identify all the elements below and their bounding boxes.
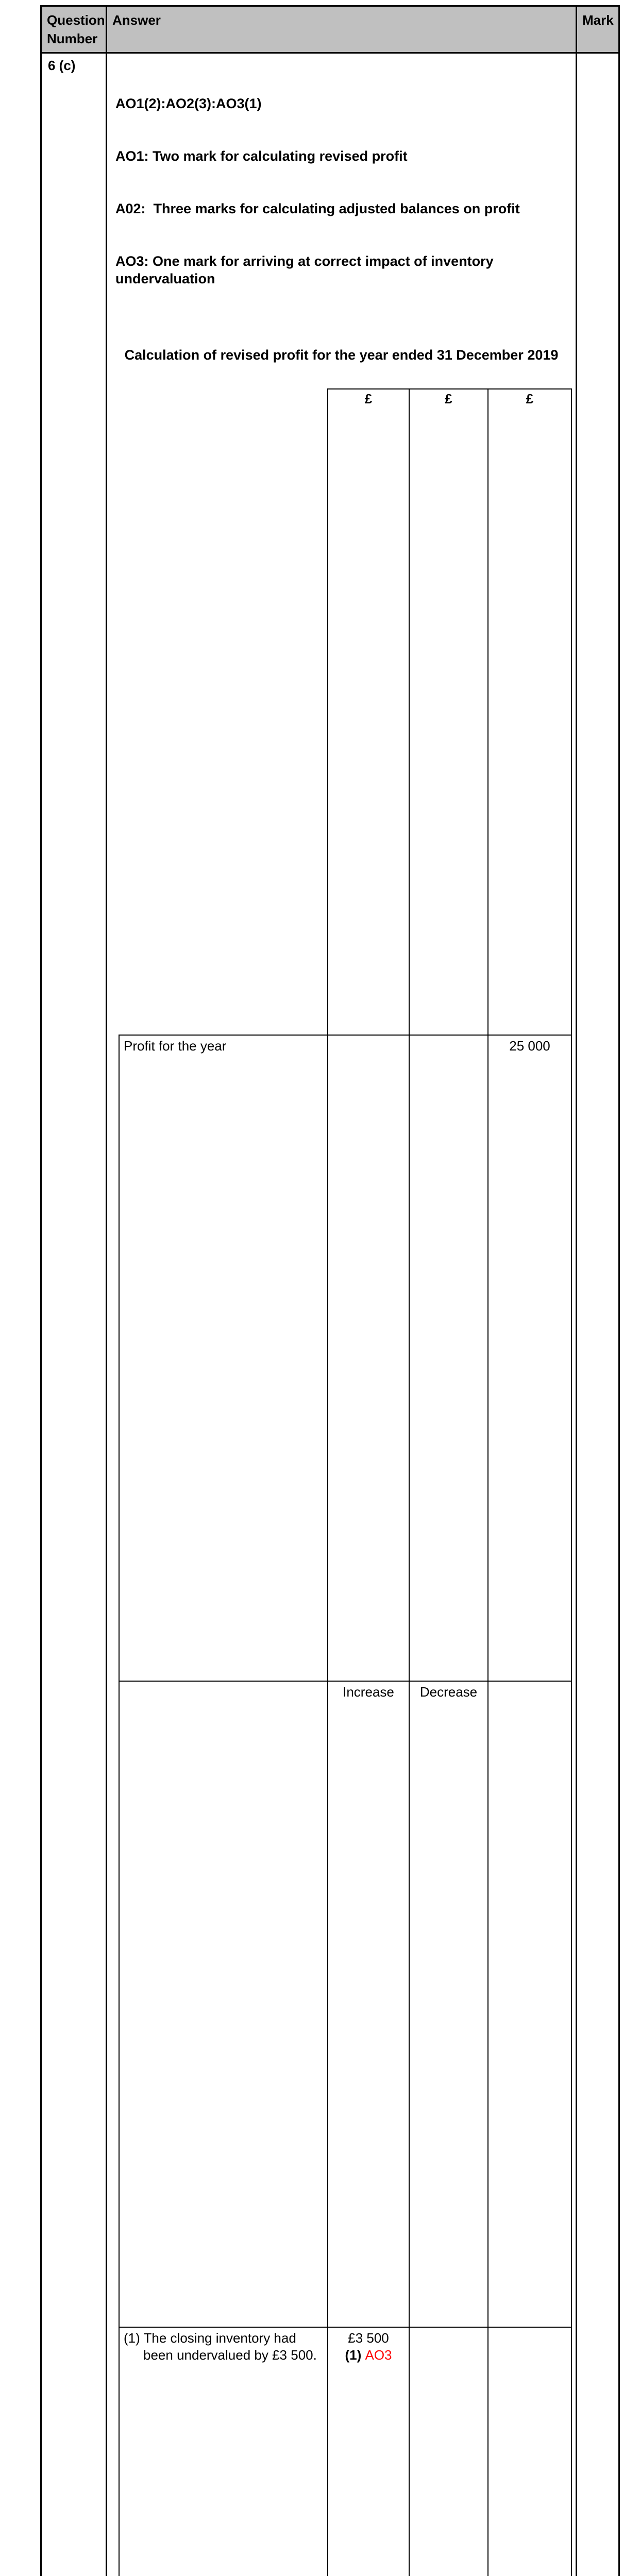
mark-scheme-page: [0, 0, 640, 701]
empty-cell: [488, 1681, 571, 2327]
question-number: 6 (c): [48, 58, 75, 73]
header-mark: Mark: [577, 6, 619, 53]
answer-row: [41, 53, 619, 2576]
item-1-mark-annotation: [330, 2347, 407, 2364]
ao-breakdown: [115, 60, 553, 323]
header-answer: Answer: [107, 6, 577, 53]
empty-cell: [488, 2327, 571, 2576]
empty-cell: [409, 1035, 488, 1681]
currency-header-row: [119, 389, 571, 1035]
question-number-cell: [41, 53, 107, 2576]
currency-header-spacer: [119, 389, 328, 1035]
mark-scheme-table: [40, 5, 620, 2576]
item-1-description: (1) The closing inventory had been undervalued by £3 500.: [119, 2327, 328, 2576]
profit-amount: 25 000: [488, 1035, 571, 1681]
currency-header-increase: £: [328, 389, 409, 1035]
increase-column-label: Increase: [328, 1681, 409, 2327]
currency-header-total: £: [488, 389, 571, 1035]
mark-cell: [577, 53, 619, 2576]
item-1-increase-cell: [328, 2327, 409, 2576]
ao1-line: AO1: Two mark for calculating revised profit: [115, 147, 553, 165]
mark-point: (1): [345, 2347, 365, 2363]
answer-cell: [107, 53, 577, 2576]
decrease-column-label: Decrease: [409, 1681, 488, 2327]
header-question-number: Question Number: [41, 6, 107, 53]
calc-table-title: Calculation of revised profit for the year ended 31 December 2019: [115, 346, 567, 364]
item-row-1: [119, 2327, 571, 2576]
ao2-line: A02: Three marks for calculating adjusted balances on profit: [115, 200, 553, 217]
calc-table: [119, 388, 572, 2576]
item-1-increase-amount: £3 500: [330, 2330, 407, 2347]
ao-ratio-line: AO1(2):AO2(3):AO3(1): [115, 95, 553, 112]
empty-cell: [328, 1035, 409, 1681]
ao3-line: AO3: One mark for arriving at correct impact of inventory undervaluation: [115, 252, 553, 287]
profit-row: [119, 1035, 571, 1681]
currency-header-decrease: £: [409, 389, 488, 1035]
empty-cell: [409, 2327, 488, 2576]
increase-decrease-row: [119, 1681, 571, 2327]
header-row: [41, 6, 619, 53]
profit-label: Profit for the year: [119, 1035, 328, 1681]
ao-tag: AO3: [365, 2347, 392, 2363]
empty-cell: [119, 1681, 328, 2327]
